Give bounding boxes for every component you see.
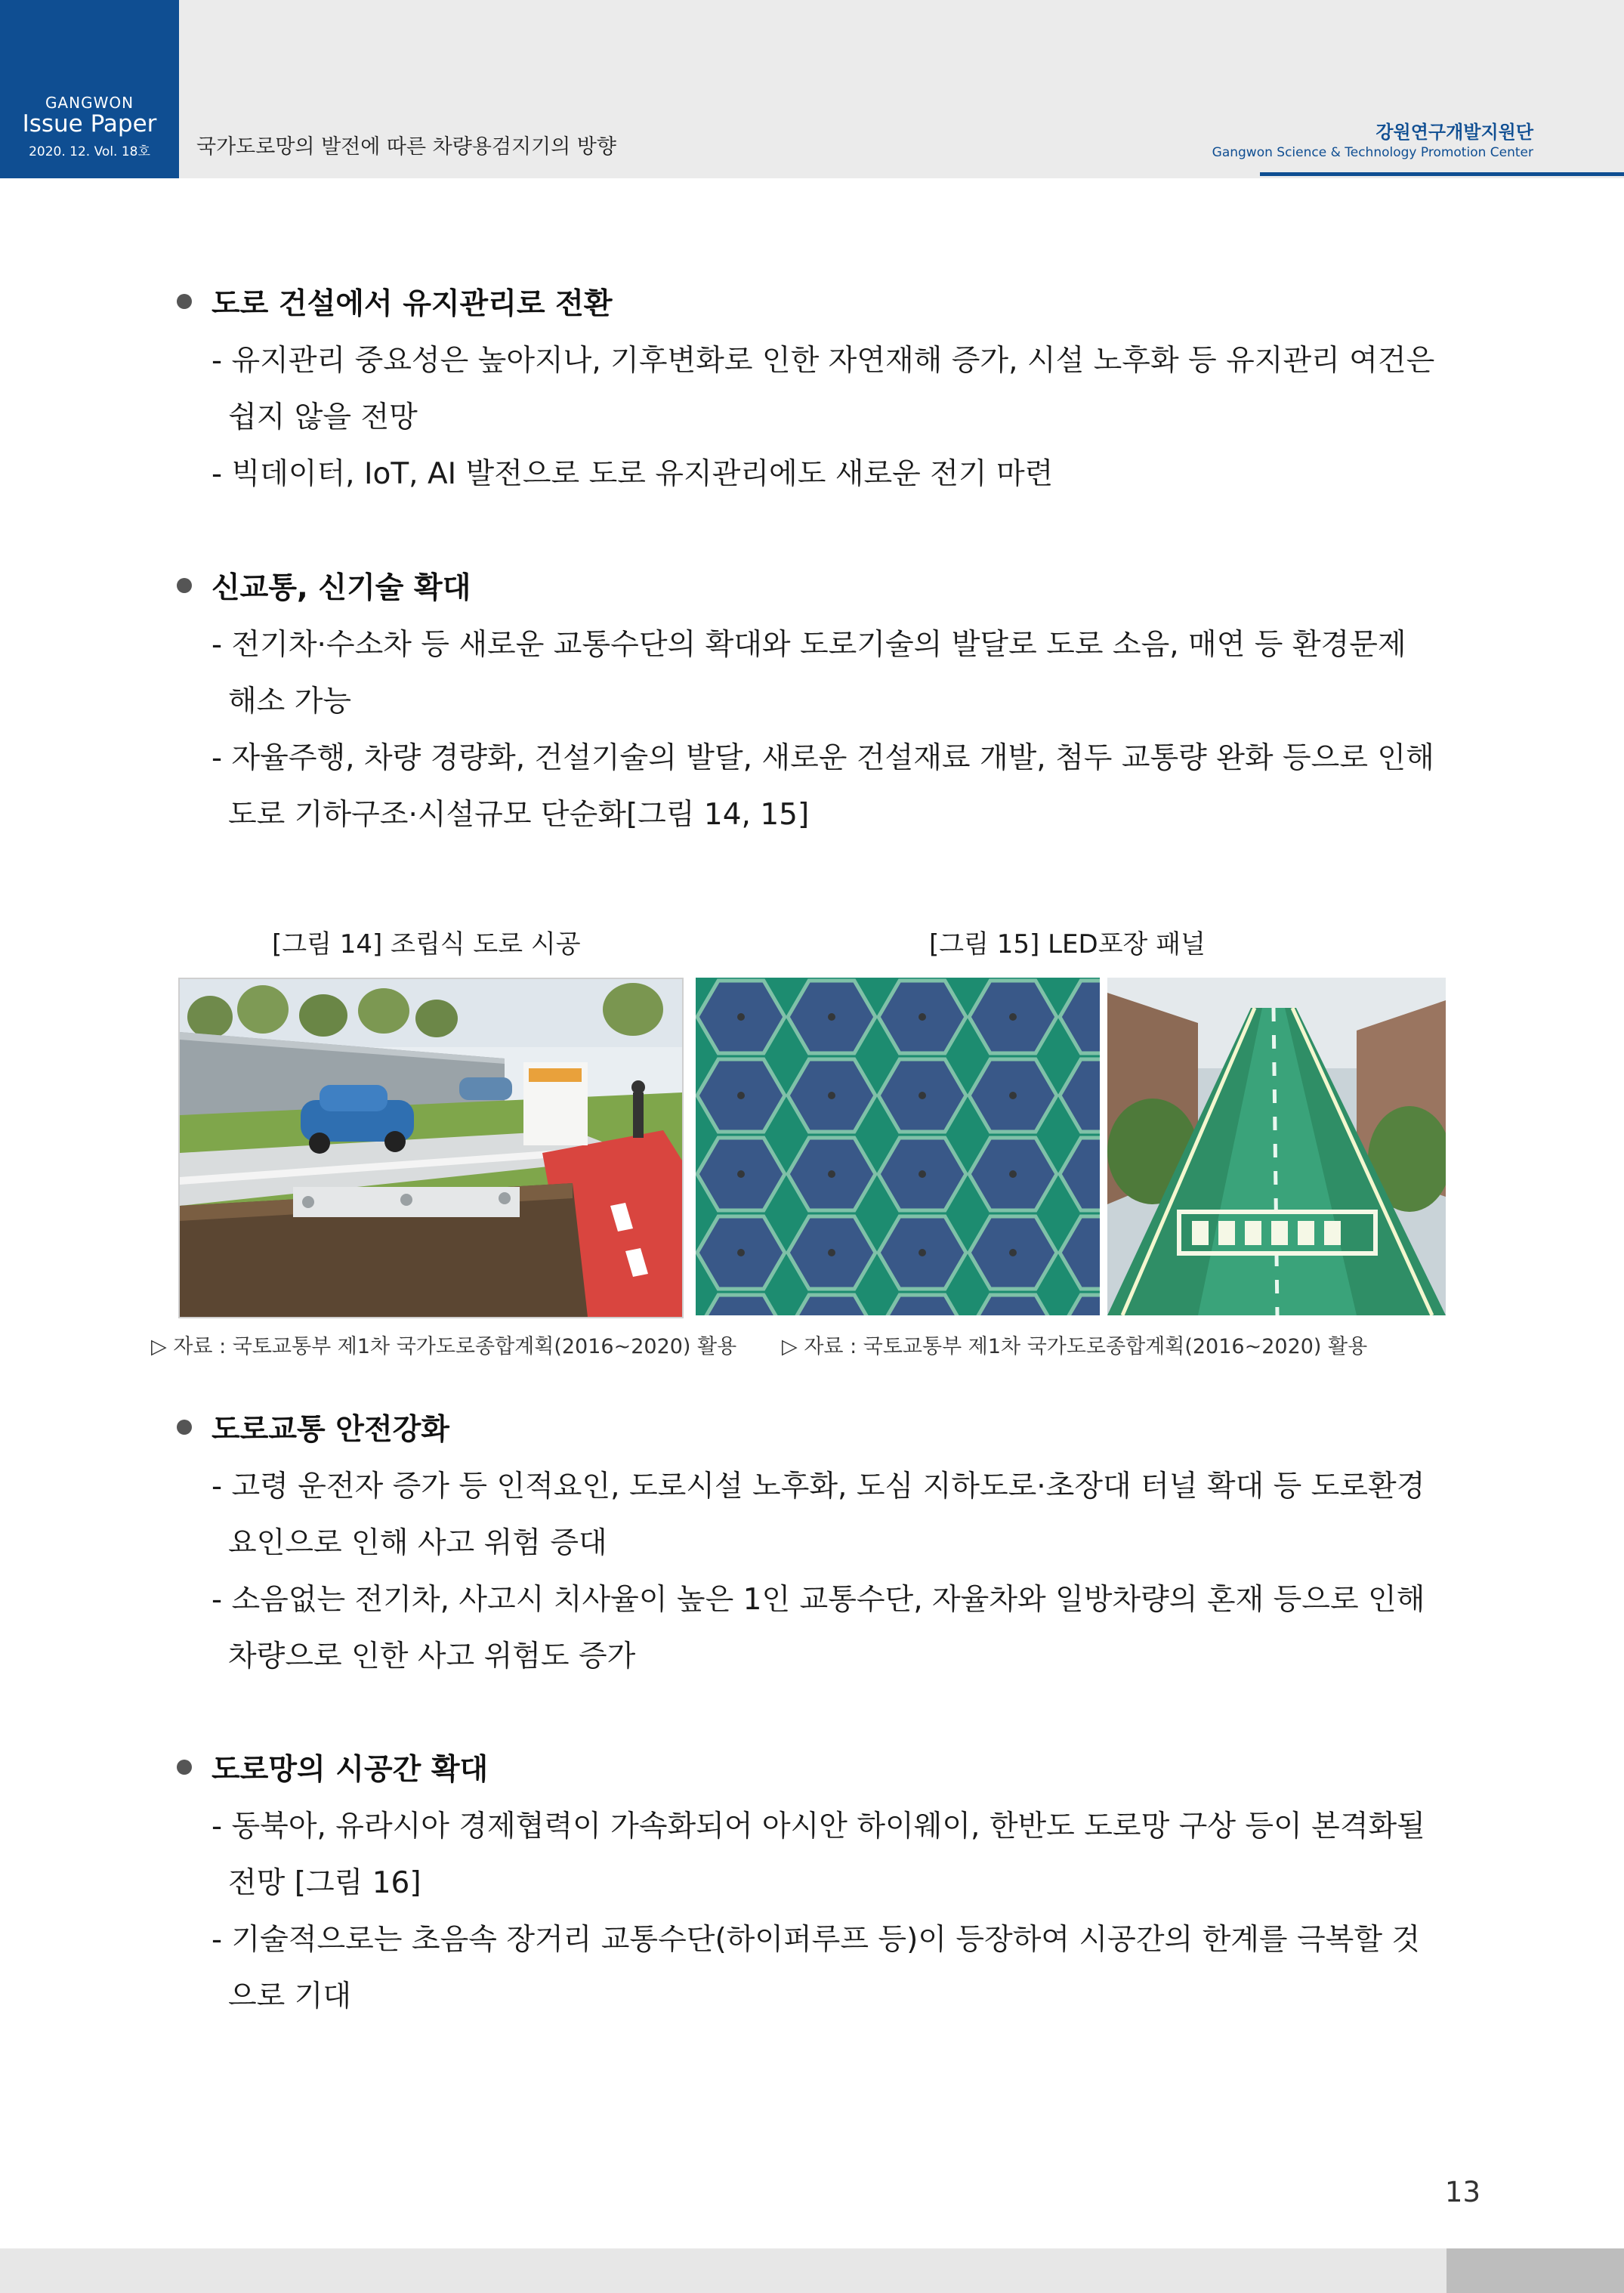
bullet-icon: [177, 578, 192, 593]
paragraph-line: - 소음없는 전기차, 사고시 치사율이 높은 1인 교통수단, 자율차와 일방차량의 혼재 등으로 인해: [211, 1583, 1425, 1617]
bullet-icon: [177, 1420, 192, 1435]
paragraph-line: - 유지관리 중요성은 높아지나, 기후변화로 인한 자연재해 증가, 시설 노후화 등 유지관리 여건은: [211, 344, 1435, 378]
footer-bar-accent: [1446, 2248, 1624, 2293]
badge-volume: 2020. 12. Vol. 18호: [29, 144, 150, 159]
badge-gangwon: GANGWON: [45, 94, 134, 112]
bullet-icon: [177, 294, 192, 309]
footer-bar: [0, 2248, 1446, 2293]
badge-issue-paper: Issue Paper: [22, 110, 157, 138]
paragraph-line: 해소 가능: [228, 685, 352, 718]
paragraph-line: 전망 [그림 16]: [228, 1866, 421, 1900]
paragraph-line: - 자율주행, 차량 경량화, 건설기술의 발달, 새로운 건설재료 개발, 첨두 교통량 완화 등으로 인해: [211, 741, 1434, 775]
paragraph-line: - 기술적으로는 초음속 장거리 교통수단(하이퍼루프 등)이 등장하여 시공간의 한계를 극복할 것: [211, 1923, 1421, 1957]
header-title: 국가도로망의 발전에 따른 차량용검지기의 방향: [196, 135, 616, 159]
figure-15-image-street: [1107, 978, 1446, 1315]
paragraph-line: 쉽지 않을 전망: [228, 400, 418, 434]
figure-15-caption: [그림 15] LED포장 패널: [929, 929, 1206, 960]
figure-14-source: ▷ 자료 : 국토교통부 제1차 국가도로종합계획(2016~2020) 활용: [151, 1335, 737, 1358]
page-number: 13: [1444, 2176, 1480, 2208]
header-accent-line: [1260, 172, 1624, 176]
figure-14-image: [178, 978, 684, 1318]
section-title: 신교통, 신기술 확대: [211, 571, 471, 605]
paragraph-line: 요인으로 인해 사고 위험 증대: [228, 1526, 607, 1560]
bullet-icon: [177, 1760, 192, 1775]
figure-15-image-panels: [696, 978, 1100, 1315]
page-header: [0, 0, 1624, 178]
paragraph-line: - 고령 운전자 증가 등 인적요인, 도로시설 노후화, 도심 지하도로·초장대 터널 확대 등 도로환경: [211, 1469, 1425, 1503]
paragraph-line: - 빅데이터, IoT, AI 발전으로 도로 유지관리에도 새로운 전기 마련: [211, 457, 1054, 491]
paragraph-line: - 동북아, 유라시아 경제협력이 가속화되어 아시안 하이웨이, 한반도 도로망 구상 등이 본격화될: [211, 1809, 1425, 1843]
issue-paper-badge: [0, 0, 179, 178]
paragraph-line: 차량으로 인한 사고 위험도 증가: [228, 1639, 636, 1673]
org-name-english: Gangwon Science & Technology Promotion Center: [1212, 145, 1533, 160]
org-name-korean: 강원연구개발지원단: [1375, 122, 1533, 143]
section-title: 도로 건설에서 유지관리로 전환: [211, 287, 613, 321]
figure-14-caption: [그림 14] 조립식 도로 시공: [272, 929, 581, 960]
section-title: 도로교통 안전강화: [211, 1413, 449, 1447]
section-title: 도로망의 시공간 확대: [211, 1753, 489, 1787]
paragraph-line: - 전기차·수소차 등 새로운 교통수단의 확대와 도로기술의 발달로 도로 소음, 매연 등 환경문제: [211, 628, 1406, 662]
paragraph-line: 으로 기대: [228, 1979, 352, 2013]
paragraph-line: 도로 기하구조·시설규모 단순화[그림 14, 15]: [228, 798, 810, 832]
figure-15-source: ▷ 자료 : 국토교통부 제1차 국가도로종합계획(2016~2020) 활용: [782, 1335, 1368, 1358]
